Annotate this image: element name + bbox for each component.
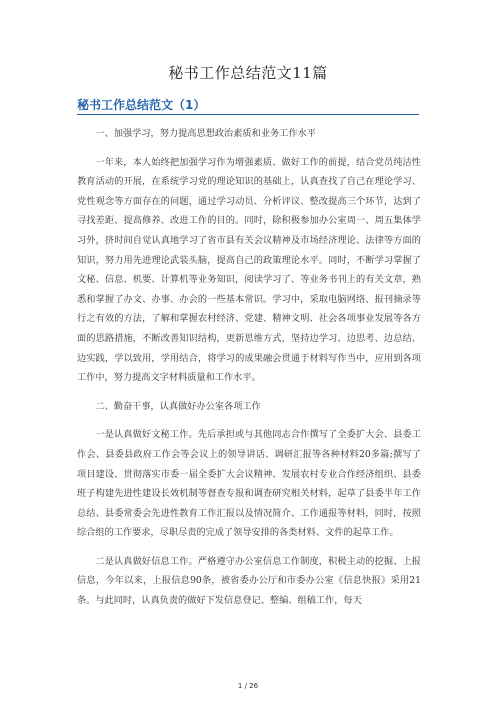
paragraph: 二是认真做好信息工作。严格遵守办公室信息工作制度，积极主动的挖掘、上报信息，今年以来，上报信息90条，被省委办公厅和市委办公室《信息快报》采用21条。与此同时，认真负责的做好下发信息登记、整编、组稿工作，每天 — [77, 555, 421, 607]
paragraph: 一、加强学习，努力提高思想政治素质和业务工作水平 — [95, 128, 316, 139]
document-body — [77, 124, 421, 620]
heading-underline — [77, 114, 419, 115]
page-indicator: 1 / 26 — [237, 682, 259, 690]
paragraph: 二、勤奋干事，认真做好办公室各项工作 — [95, 400, 261, 412]
paragraph: 一是认真做好文秘工作。先后承担或与其他同志合作撰写了全委扩大会、县委工作会、县委县政府工作会等会议上的领导讲话、调研汇报等各种材料20多篇;撰写了项目建设、贯彻落实市委一届全委扩大会议精神、发展农村专业合作经济组织、县委班子构建先进性建设长效机制等督查专报和调查研究相关材料，起草了县委半年工作总结、县委常委会先进性教育工作汇报以及情况简介、工作通报等材料，同时，按照综合组的工作要求，尽职尽责的完成了领导安排的各类材料、文件的起草工作。 — [77, 429, 421, 539]
document-title: 秘书工作总结范文11篇 — [168, 64, 328, 82]
section-heading: 秘书工作总结范文（1） — [77, 98, 206, 112]
paragraph: 一年来，本人始终把加强学习作为增强素质、做好工作的前提，结合党员纯洁性教育活动的开展，在系统学习党的理论知识的基础上，认真查找了自己在理论学习、党性观念等方面存在的问题，通过学习动员、分析评议、整改提高三个环节，达到了寻找差距、提高修养、改进工作的目的。同时，除积极参加办公室周一、周五集体学习外，挤时间自觉认真地学习了省市县有关会议精神及市场经济理论、法律等方面的知识，努力用先进理论武装头脑，提高自己的政策理论水平。同时，不断学习掌握了文秘、信息、机要、计算机等业务知识，阅读学习了、等业务书刊上的有关文章，熟悉和掌握了办文、办事、办会的一些基本常识。学习中，采取电脑网络、报刊摘录等行之有效的方法，了解和掌握农村经济、党建、精神文明、社会各项事业发展等各方面的思路措施，不断改善知识结构，更新思维方式，坚持边学习、边思考、边总结、边实践，学以致用，学用结合，将学习的成果融会贯通于材料写作当中，应用到各项工作中，努力提高文字材料质量和工作水平。 — [77, 156, 421, 384]
